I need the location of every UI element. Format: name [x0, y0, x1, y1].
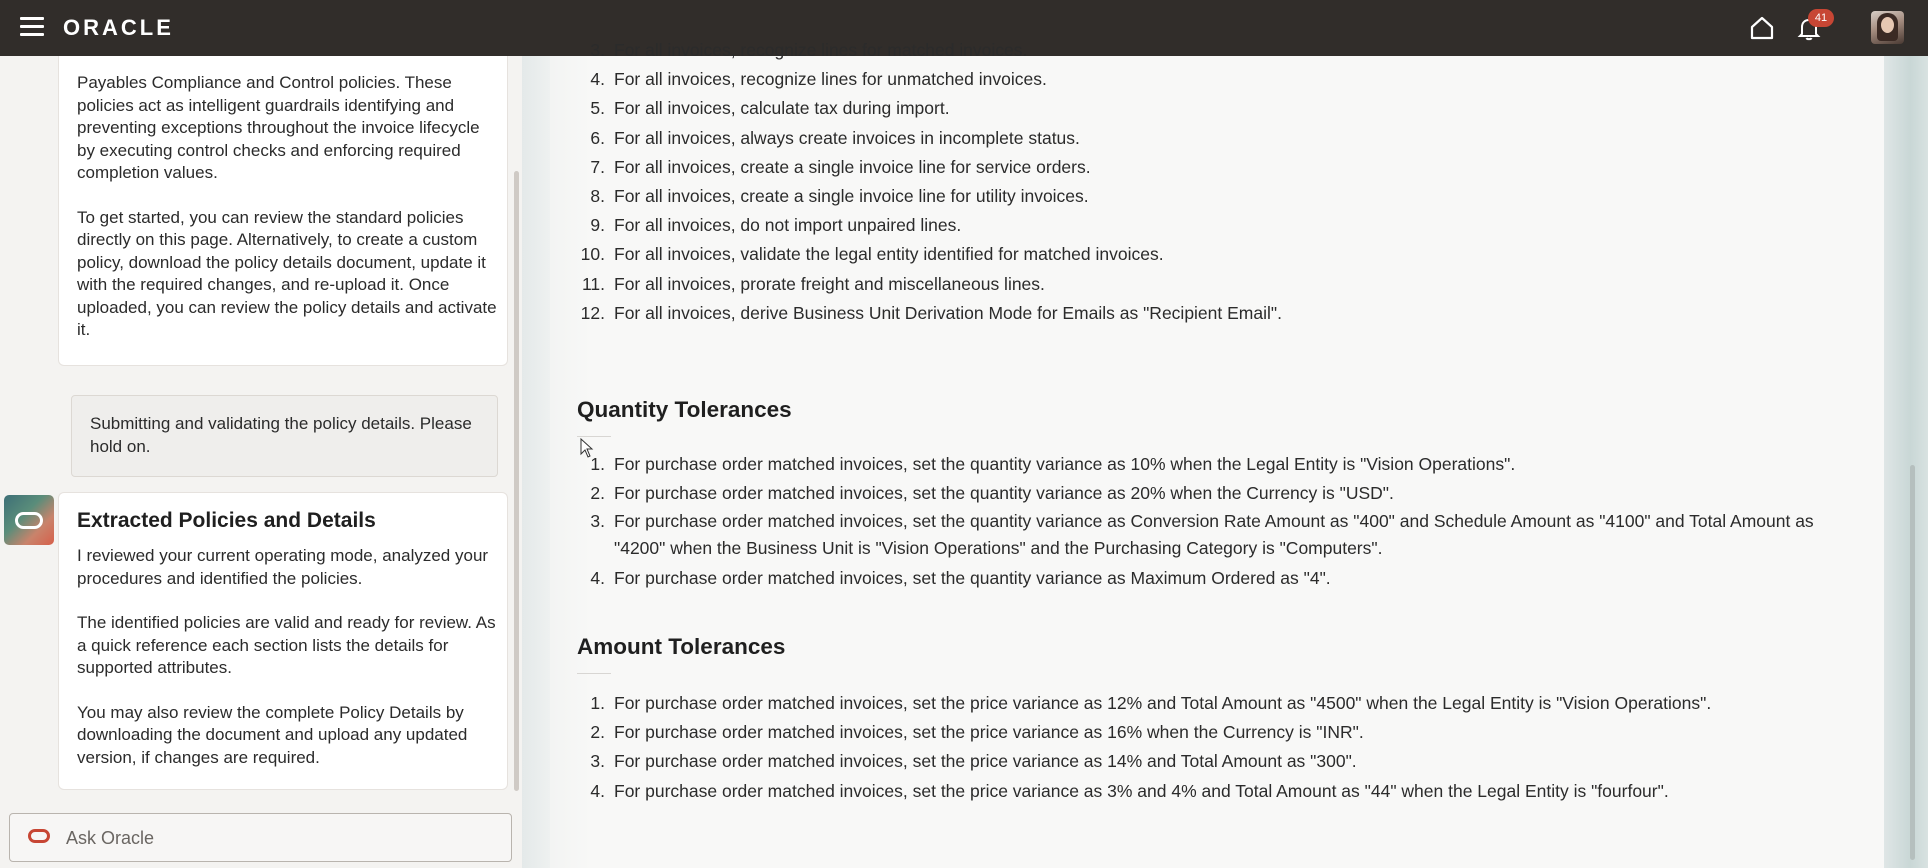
ask-oracle-input[interactable] [66, 818, 496, 858]
main-scrollbar-track[interactable] [1884, 56, 1928, 868]
list-item: 8. For all invoices, create a single invoice line for utility invoices. [590, 185, 1089, 206]
list-item: 6. For all invoices, always create invoices in incomplete status. [590, 127, 1080, 148]
list-item: 4. For purchase order matched invoices, set the price variance as 3% and 4% and Total Amount as "44" when the Legal Entity is "fourfour". [590, 780, 1669, 801]
heading-divider [577, 436, 611, 437]
list-item: 1. For purchase order matched invoices, set the price variance as 12% and Total Amount as "4500" when the Legal Entity is "Vision Operations". [590, 693, 1712, 713]
assistant-icon [4, 495, 54, 545]
quantity-tolerances-heading: Quantity Tolerances [577, 397, 792, 422]
home-icon[interactable] [1748, 14, 1776, 42]
main-scrollbar-thumb[interactable] [1910, 465, 1915, 860]
menu-icon[interactable] [20, 17, 44, 37]
list-item: 3. For all invoices, recognize lines for matched invoices. [590, 40, 1028, 60]
amount-tolerances-heading: Amount Tolerances [577, 634, 786, 659]
status-message: Submitting and validating the policy details. Please hold on. [90, 414, 472, 456]
list-item: 3. For purchase order matched invoices, set the quantity variance as Conversion Rate Amount as "400" and Schedule Amount as "4100" and Total Amount as "4200" when the Business Unit is "Vision Operations" and the Purchasing Category is "Computers". [590, 511, 1814, 559]
extracted-policies-text [77, 545, 497, 791]
intro-paragraph-2: To get started, you can review the standard policies directly on this page. Alternatively, to create a custom policy, download the policy details document, update it with the required changes, and re-upload it. Once uploaded, you can review the policy details and activate it. [77, 207, 497, 339]
list-item: 11. For all invoices, prorate freight and miscellaneous lines. [581, 273, 1045, 294]
list-item: 7. For all invoices, create a single invoice line for service orders. [590, 156, 1091, 177]
extracted-paragraph-3: You may also review the complete Policy Details by downloading the document and upload any updated version, if changes are required. [77, 702, 468, 767]
intro-paragraph-1: Payables Compliance and Control policies. These policies act as intelligent guardrails identifying and preventing exceptions throughout the invoice lifecycle by executing control checks and enforcing required completion values. [77, 73, 480, 182]
amount-tolerances-list [577, 689, 1711, 806]
list-item: 3. For purchase order matched invoices, set the price variance as 14% and Total Amount as "300". [590, 751, 1357, 772]
oracle-logo[interactable]: ORACLE [63, 15, 174, 40]
chat-scrollbar[interactable] [512, 56, 520, 794]
intro-message-text [77, 72, 497, 364]
extracted-policies-title: Extracted Policies and Details [77, 509, 376, 532]
list-item: 2. For purchase order matched invoices, set the quantity variance as 20% when the Currency is "USD". [590, 483, 1394, 504]
list-item: 10. For all invoices, validate the legal entity identified for matched invoices. [580, 244, 1164, 265]
extracted-paragraph-2: The identified policies are valid and ready for review. As a quick reference each section lists the details for supported attributes. [77, 613, 496, 677]
mouse-pointer-icon [580, 438, 594, 458]
notification-badge: 41 [1808, 9, 1834, 27]
extracted-paragraph-1: I reviewed your current operating mode, analyzed your procedures and identified the policies. [77, 546, 489, 588]
heading-divider [577, 673, 611, 674]
list-item: 4. For all invoices, recognize lines for unmatched invoices. [590, 69, 1047, 90]
list-item: 9. For all invoices, do not import unpaired lines. [590, 215, 962, 236]
list-item: 2. For purchase order matched invoices, set the price variance as 16% when the Currency is "INR". [590, 722, 1364, 743]
pane-divider [522, 56, 550, 868]
general-policies-list [577, 36, 1282, 328]
oracle-ring-icon [28, 829, 50, 843]
list-item: 12. For all invoices, derive Business Unit Derivation Mode for Emails as "Recipient Email". [580, 302, 1282, 323]
list-item: 5. For all invoices, calculate tax during import. [590, 98, 950, 119]
user-avatar[interactable] [1871, 11, 1904, 44]
list-item: 1. For purchase order matched invoices, set the quantity variance as 10% when the Legal Entity is "Vision Operations". [590, 454, 1516, 474]
quantity-tolerances-list [577, 450, 1834, 594]
list-item: 4. For purchase order matched invoices, set the quantity variance as Maximum Ordered as "4". [590, 568, 1331, 589]
